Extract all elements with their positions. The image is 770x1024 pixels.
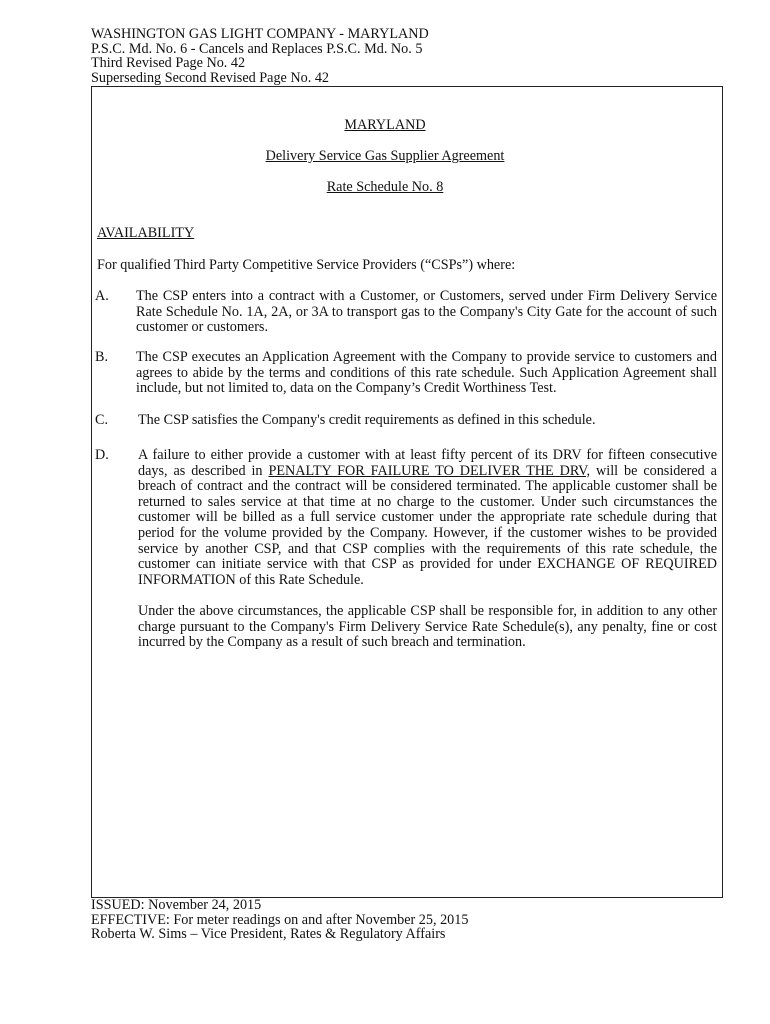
condition-text: The CSP satisfies the Company's credit requirements as defined in this schedule. bbox=[138, 412, 596, 428]
superseded-page: Superseding Second Revised Page No. 42 bbox=[91, 69, 330, 86]
condition-text: The CSP executes an Application Agreement with the Company to provide service to customers and agrees to abide by the terms and conditions of this rate schedule. Such Application Agreement shall include, but not limited to, data on the Company’s Credit Worthiness Test. bbox=[136, 349, 717, 397]
effective-date: EFFECTIVE: For meter readings on and after November 25, 2015 bbox=[91, 911, 469, 928]
availability-intro: For qualified Third Party Competitive Service Providers (“CSPs”) where: bbox=[97, 257, 516, 273]
condition-text-end: will be considered a breach of contract and the contract will be considered terminated. The applicable customer shall be returned to sales service at that time at no charge to the customer. Under such circumstances the customer will be billed as a full service customer under the appropriate rate schedule during that period for the volume provided by the Company. However, if the customer wishes to be provided service by another CSP, and that CSP complies with the requirements of this rate schedule, the customer can initiate service with that CSP as provided for under EXCHANGE OF REQUIRED INFORMATION of this Rate Schedule. bbox=[138, 462, 717, 588]
condition-letter: D. bbox=[95, 447, 109, 463]
condition-text: The CSP enters into a contract with a Customer, or Customers, served under Firm Delivery Service Rate Schedule No. 1A, 2A, or 3A to transport gas to the Company's City Gate for the account of such customer or customers. bbox=[136, 288, 717, 336]
signatory: Roberta W. Sims – Vice President, Rates & Regulatory Affairs bbox=[91, 926, 446, 943]
closing-paragraph: Under the above circumstances, the applicable CSP shall be responsible for, in addition to any other charge pursuant to the Company's Firm Delivery Service Rate Schedule(s), any penalty, fine or cost incurred by the Company as a result of such breach and termination. bbox=[138, 603, 717, 651]
document-footer bbox=[91, 898, 731, 942]
tariff-reference: P.S.C. Md. No. 6 - Cancels and Replaces P.S.C. Md. No. 5 bbox=[91, 40, 423, 57]
availability-heading: AVAILABILITY bbox=[97, 225, 195, 241]
condition-text-start: A failure to either provide a customer with at least fifty percent of its DRV for fifteen consecutive days, as described in bbox=[138, 447, 717, 479]
issued-date: ISSUED: November 24, 2015 bbox=[91, 897, 262, 913]
state-title: MARYLAND bbox=[344, 117, 426, 133]
penalty-section-reference: PENALTY FOR FAILURE TO DELIVER THE DRV, bbox=[268, 462, 591, 479]
revision-page: Third Revised Page No. 42 bbox=[91, 55, 246, 72]
condition-text bbox=[138, 448, 717, 588]
condition-letter: A. bbox=[95, 288, 109, 304]
condition-letter: C. bbox=[95, 412, 109, 428]
schedule-title: Rate Schedule No. 8 bbox=[326, 179, 444, 195]
agreement-title: Delivery Service Gas Supplier Agreement bbox=[265, 148, 505, 164]
condition-letter: B. bbox=[95, 349, 109, 365]
company-name: WASHINGTON GAS LIGHT COMPANY - MARYLAND bbox=[91, 26, 429, 42]
document-header bbox=[91, 27, 731, 85]
